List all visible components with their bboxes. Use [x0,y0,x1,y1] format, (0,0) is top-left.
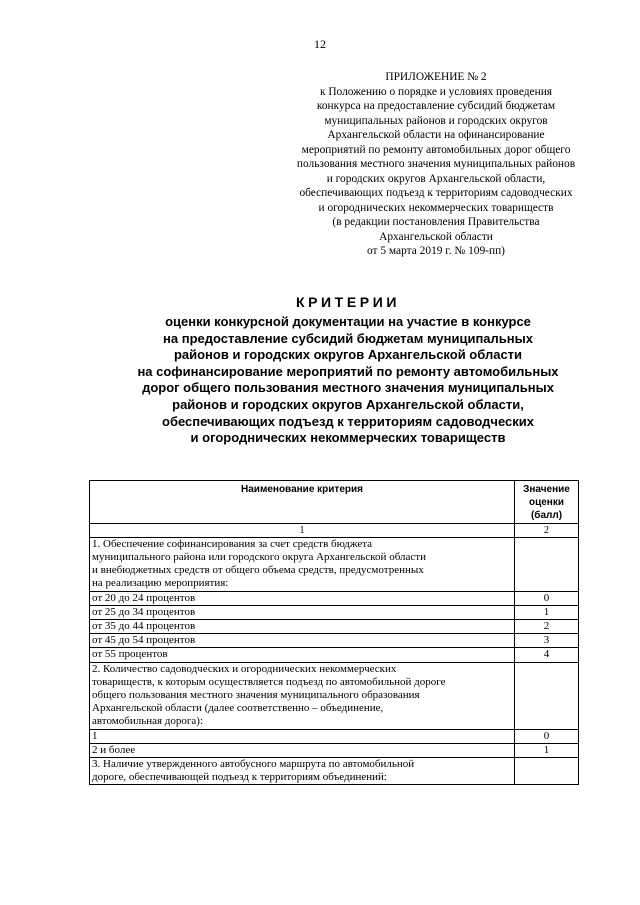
option-label: 2 и более [90,743,515,757]
criterion-line: муниципального района или городского округа Архангельской области [92,551,426,564]
option-row [90,634,579,648]
criterion-line: 3. Наличие утвержденного автобусного маршрута по автомобильной [92,758,415,771]
appendix-line: и городских округов Архангельской области, [326,172,546,185]
criterion-line: Архангельской области (далее соответственно – объединение, [92,702,384,715]
option-score: 1 [515,605,579,619]
option-score: 2 [515,620,579,634]
appendix-line: ПРИЛОЖЕНИЕ № 2 [385,71,487,83]
criterion-line: на реализацию мероприятия: [92,577,229,590]
criterion-line: 2. Количество садоводческих и огороднических некоммерческих [92,662,397,675]
criterion-line: товариществ, к которым осуществляется подъезд по автомобильной дороге [92,675,446,688]
column-number-row [90,523,579,537]
criterion-title [90,662,515,729]
heading-line: обеспечивающих подъезд к территориям садоводческих [162,413,534,429]
criterion-row [90,537,579,591]
header-score-line: оценки [528,497,564,509]
appendix-line: конкурса на предоставление субсидий бюджетам [316,100,556,112]
column-number: 1 [90,523,515,537]
option-label: от 55 процентов [90,648,515,662]
column-number: 2 [515,523,579,537]
header-score-line: (балл) [530,510,563,522]
heading-line: на софинансирование мероприятий по ремонту автомобильных [137,363,559,379]
criterion-score-empty [515,537,579,591]
appendix-line: Архангельской области на офинансирование [327,129,545,141]
option-label: 1 [90,729,515,743]
appendix-note [264,70,608,259]
appendix-line: муниципальных районов и городских округов [324,114,548,127]
header-criterion: Наименование критерия [90,481,515,524]
criterion-score-empty [515,758,579,785]
heading-line: на предоставление субсидий бюджетам муниципальных [163,330,533,346]
option-row [90,743,579,757]
appendix-line: обеспечивающих подъезд к территориям садоводческих [299,187,573,199]
document-title: КРИТЕРИИ [295,294,401,310]
option-label: от 35 до 44 процентов [90,620,515,634]
criterion-line: дороге, обеспечивающей подъезд к территориям объединений: [92,771,387,784]
criteria-table [89,480,579,785]
header-score [515,481,579,524]
heading-line: оценки конкурсной документации на участие в конкурсе [165,314,531,329]
option-row [90,620,579,634]
header-score-line: Значение [523,484,570,495]
document-heading [64,293,632,447]
option-score: 0 [515,591,579,605]
option-label: от 45 до 54 процентов [90,634,515,648]
criterion-row [90,758,579,785]
page-number: 12 [314,37,326,51]
criterion-line: автомобильная дорога): [92,715,203,728]
appendix-line: к Положению о порядке и условиях проведения [319,85,553,98]
criterion-line: и внебюджетных средств от общего объема средств, предусмотренных [92,564,424,577]
appendix-line: пользования местного значения муниципальных районов [296,158,576,170]
option-label: от 20 до 24 процентов [90,591,515,605]
option-score: 4 [515,648,579,662]
option-row [90,729,579,743]
heading-line: и огороднических некоммерческих товариществ [190,430,506,446]
option-score: 3 [515,634,579,648]
appendix-line: и огороднических некоммерческих товариществ [318,201,554,214]
criterion-title [90,758,515,785]
criterion-row [90,662,579,729]
criterion-score-empty [515,662,579,729]
criterion-line: общего пользования местного значения муниципального образования [92,689,420,702]
appendix-line: Архангельской области [379,230,493,243]
criterion-title [90,537,515,591]
heading-line: дорог общего пользования местного значения муниципальных [142,380,554,396]
option-score: 1 [515,743,579,757]
heading-line: районов и городских округов Архангельской области, [172,396,524,412]
criterion-line: 1. Обеспечение софинансирования за счет средств бюджета [92,537,373,550]
heading-line: районов и городских округов Архангельской области [173,347,523,363]
option-score: 0 [515,729,579,743]
option-row [90,605,579,619]
appendix-line: (в редакции постановления Правительства [332,216,540,228]
option-row [90,591,579,605]
appendix-line: мероприятий по ремонту автомобильных дорог общего [301,143,571,156]
option-label: от 25 до 34 процентов [90,605,515,619]
appendix-line: от 5 марта 2019 г. № 109-пп) [367,245,505,257]
table-header-row [90,481,579,524]
option-row [90,648,579,662]
